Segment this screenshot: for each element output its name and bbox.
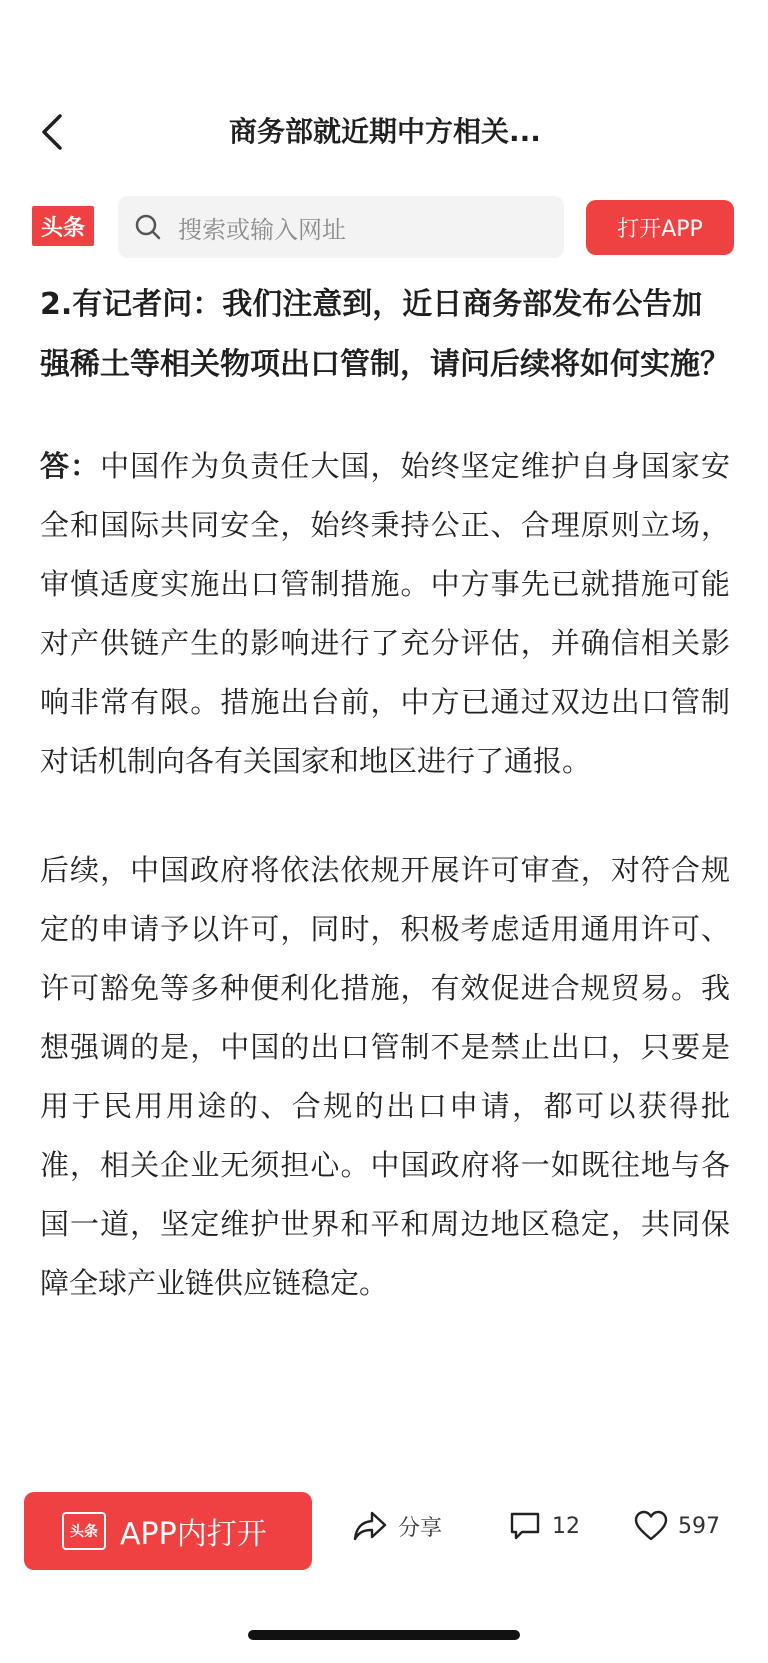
share-icon <box>352 1510 388 1542</box>
chevron-left-icon <box>38 112 66 152</box>
like-button[interactable] <box>634 1510 720 1542</box>
answer-paragraph <box>40 437 730 791</box>
share-label: 分享 <box>398 1515 443 1541</box>
answer-text: 中国作为负责任大国，始终坚定维护自身国家安全和国际共同安全，始终秉持公正、合理原则立场，审慎适度实施出口管制措施。中方事先已就措施可能对产供链产生的影响进行了充分评估，并确信相关影响非常有限。措施出台前，中方已通过双边出口管制对话机制向各有关国家和地区进行了通报。 <box>40 449 730 778</box>
open-app-button[interactable]: 打开APP <box>586 200 734 255</box>
like-count: 597 <box>678 1513 720 1539</box>
toutiao-app-icon: 头条 <box>62 1512 106 1550</box>
heart-icon <box>634 1510 668 1542</box>
follow-up-paragraph: 后续，中国政府将依法依规开展许可审查，对符合规定的申请予以许可，同时，积极考虑适用通用许可、许可豁免等多种便利化措施，有效促进合规贸易。我想强调的是，中国的出口管制不是禁止出口，只要是用于民用用途的、合规的出口申请，都可以获得批准，相关企业无须担心。中国政府将一如既往地与各国一道，坚定维护世界和平和周边地区稳定，共同保障全球产业链供应链稳定。 <box>40 853 730 1300</box>
share-button[interactable] <box>352 1510 442 1542</box>
bottom-action-bar <box>0 1472 768 1592</box>
home-indicator[interactable] <box>248 1630 520 1640</box>
question-heading: 2.有记者问：我们注意到，近日商务部发布公告加强稀土等相关物项出口管制，请问后续将如何实施？ <box>40 287 730 382</box>
comment-icon <box>508 1510 542 1542</box>
comment-button[interactable] <box>508 1510 580 1542</box>
search-placeholder: 搜索或输入网址 <box>178 215 346 244</box>
article-body <box>40 275 730 1313</box>
back-button[interactable] <box>30 110 74 154</box>
answer-label: 答： <box>40 449 101 483</box>
comment-count: 12 <box>552 1513 580 1539</box>
open-in-app-button[interactable] <box>24 1492 312 1570</box>
search-input[interactable] <box>118 196 564 258</box>
open-in-app-label: APP内打开 <box>120 1517 267 1552</box>
page-title: 商务部就近期中方相关... <box>229 115 541 148</box>
search-icon <box>132 211 164 243</box>
toutiao-logo[interactable]: 头条 <box>32 206 94 246</box>
